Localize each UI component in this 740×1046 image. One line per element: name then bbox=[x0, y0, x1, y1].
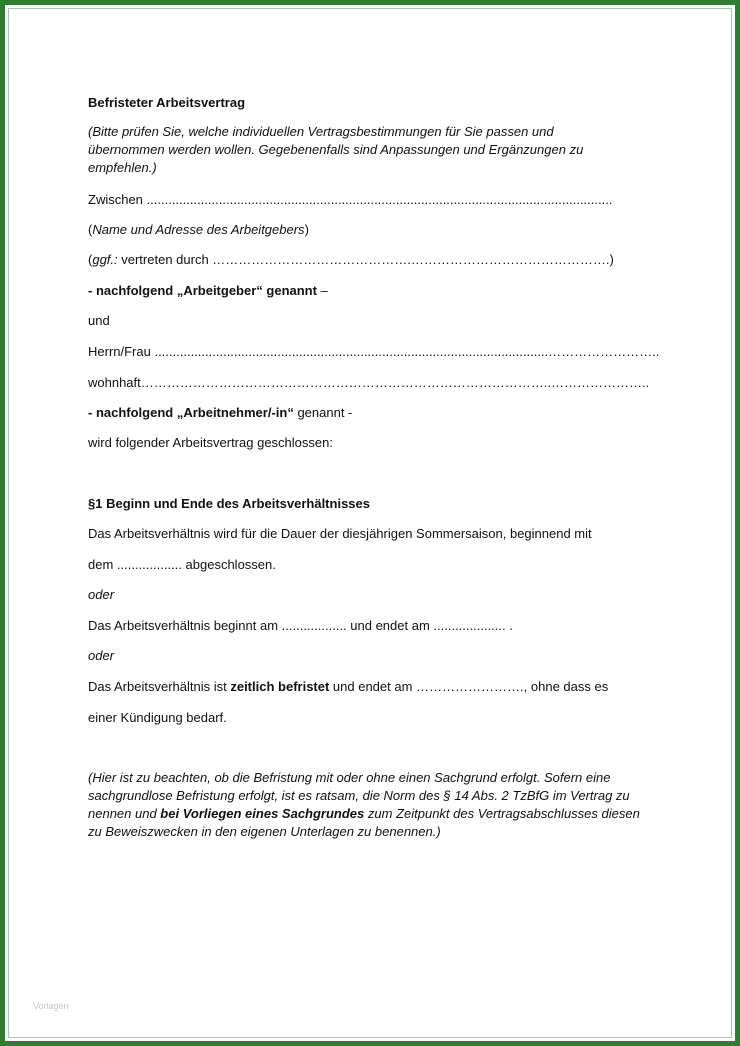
represented-text: vertreten durch ……………………………………….……………………………………….) bbox=[117, 252, 614, 267]
employee-called-bold: - nachfolgend „Arbeitnehmer/-in“ bbox=[88, 405, 294, 420]
residence-line: wohnhaft…………………………………………………………………………………..………………….. bbox=[88, 375, 650, 390]
document-page bbox=[5, 5, 735, 1041]
legal-note-bold: bei Vorliegen eines Sachgrundes bbox=[160, 806, 365, 821]
represented-ggf: ggf.: bbox=[92, 252, 118, 267]
employer-name-line bbox=[88, 221, 309, 239]
employer-called-tail: – bbox=[316, 283, 328, 298]
employer-name-close: ) bbox=[304, 222, 309, 237]
employer-name-label: Name und Adresse des Arbeitgebers bbox=[92, 222, 305, 237]
employee-called-tail: genannt - bbox=[293, 405, 353, 420]
legal-note-part2: zum Zeitpunkt des Vertragsabschlusses diesen zu Beweiszwecken in den eigenen Unterlagen zu benennen.) bbox=[88, 806, 640, 839]
option1-line2: dem .................. abgeschlossen. bbox=[88, 557, 276, 572]
option3-line2: einer Kündigung bedarf. bbox=[88, 710, 227, 725]
option1-line1: Das Arbeitsverhältnis wird für die Dauer der diesjährigen Sommersaison, beginnend mit bbox=[88, 526, 592, 541]
or-separator-1: oder bbox=[88, 587, 115, 602]
employee-called-line bbox=[88, 404, 352, 422]
document-title: Befristeter Arbeitsvertrag bbox=[88, 95, 246, 110]
employer-called-line bbox=[88, 282, 328, 300]
option3-post: und endet am ……………………., ohne dass es bbox=[329, 679, 609, 694]
option3-pre: Das Arbeitsverhältnis ist bbox=[88, 679, 231, 694]
or-separator-2: oder bbox=[88, 648, 115, 663]
option3-bold: zeitlich befristet bbox=[230, 679, 330, 694]
employee-line: Herrn/Frau .............................................................................................................…………………….. bbox=[88, 344, 660, 359]
contract-closed-line: wird folgender Arbeitsvertrag geschlossen: bbox=[88, 435, 333, 450]
and-word: und bbox=[88, 313, 110, 328]
between-line: Zwischen ................................................................................................................................. bbox=[88, 192, 613, 207]
employer-name-open: ( bbox=[88, 222, 93, 237]
legal-note-part1: (Hier ist zu beachten, ob die Befristung mit oder ohne einen Sachgrund erfolgt. Sofern eine sachgrundlose Befristung erfolgt, ist es ratsam, die Norm des § 14 Abs. 2 TzBfG im Vertrag zu nennen und bbox=[88, 770, 630, 821]
option2-line: Das Arbeitsverhältnis beginnt am .................. und endet am .................... . bbox=[88, 618, 513, 633]
section1-heading: §1 Beginn und Ende des Arbeitsverhältnisses bbox=[88, 496, 370, 511]
represented-open: ( bbox=[88, 252, 93, 267]
employer-called-bold: - nachfolgend „Arbeitgeber“ genannt bbox=[88, 283, 317, 298]
option3-line1 bbox=[88, 678, 608, 696]
watermark: Vorlagen bbox=[33, 1001, 69, 1011]
legal-note bbox=[88, 769, 648, 841]
represented-line bbox=[88, 251, 614, 269]
intro-note: (Bitte prüfen Sie, welche individuellen Vertragsbestimmungen für Sie passen und übernommen werden wollen. Gegebenenfalls sind Anpassungen und Ergänzungen zu empfehlen.) bbox=[88, 124, 584, 175]
